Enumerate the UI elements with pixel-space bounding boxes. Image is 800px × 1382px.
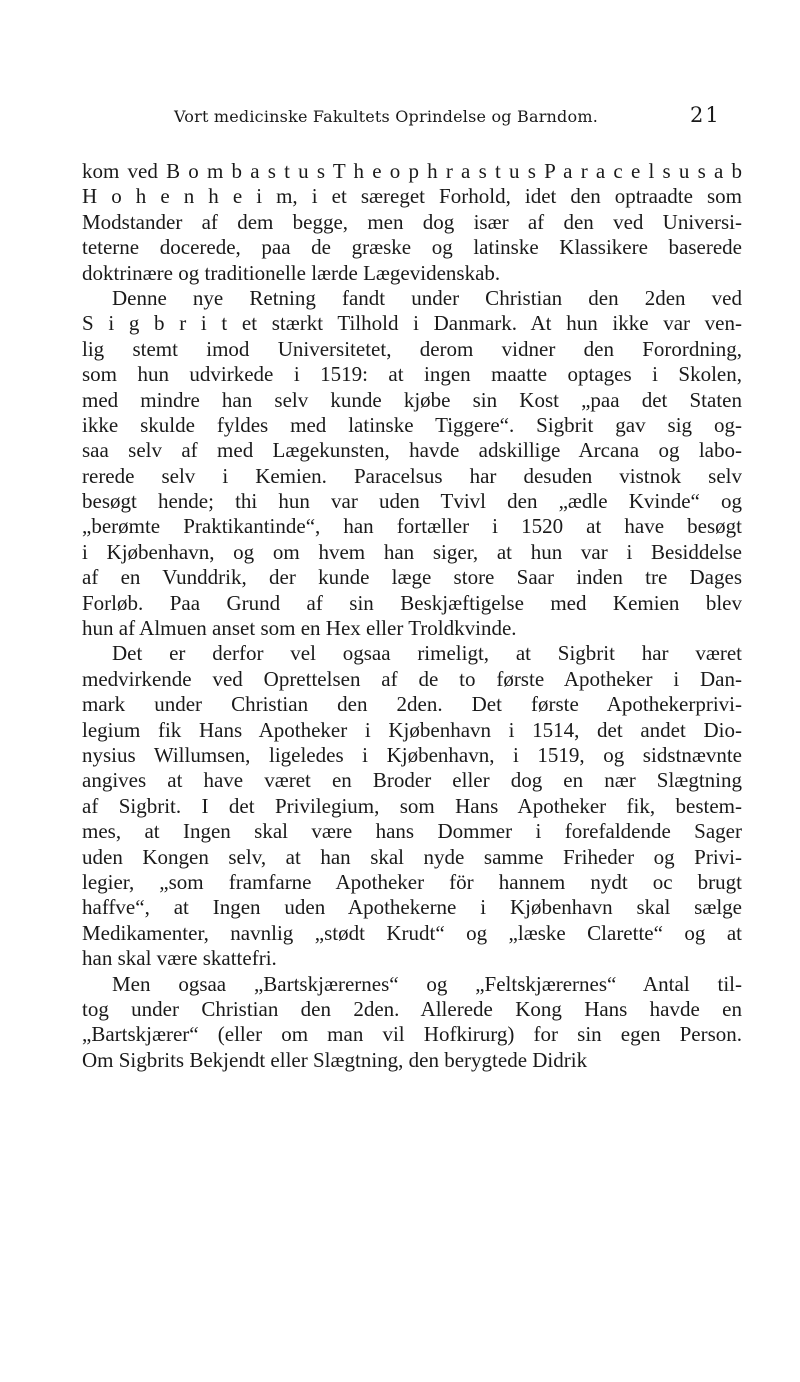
text-line: uden Kongen selv, at han skal nyde samme Friheder og Privi- xyxy=(82,844,742,869)
body-text xyxy=(82,159,742,1073)
text-line: doktrinære og traditionelle lærde Lægevidenskab. xyxy=(82,260,501,285)
text-line: „berømte Praktikantinde“, han fortæller i 1520 at have besøgt xyxy=(82,514,742,539)
text-line: haffve“, at Ingen uden Apothekerne i Kjøbenhavn skal sælge xyxy=(82,895,742,920)
text-line: med mindre han selv kunde kjøbe sin Kost „paa det Staten xyxy=(82,387,742,412)
text-line: mark under Christian den 2den. Det første Apothekerprivi- xyxy=(82,692,742,717)
text-line: rerede selv i Kemien. Paracelsus har desuden vistnok selv xyxy=(82,463,742,488)
text-line: mes, at Ingen skal være hans Dommer i forefaldende Sager xyxy=(82,819,742,844)
text-line: teterne docerede, paa de græske og latinske Klassikere baserede xyxy=(82,235,742,260)
text-line: Det er derfor vel ogsaa rimeligt, at Sigbrit har været xyxy=(112,641,742,666)
text-line: Men ogsaa „Bartskjærernes“ og „Feltskjærernes“ Antal til- xyxy=(112,971,742,996)
text-line: nysius Willumsen, ligeledes i Kjøbenhavn, i 1519, og sidstnævnte xyxy=(82,742,742,767)
text-line: besøgt hende; thi hun var uden Tvivl den „ædle Kvinde“ og xyxy=(82,489,742,514)
text-line: H o h e n h e i m, i et særeget Forhold, idet den optraadte som xyxy=(82,184,742,209)
text-line: Modstander af dem begge, men dog især af den ved Universi- xyxy=(82,209,742,234)
paragraph xyxy=(82,159,742,286)
paragraph xyxy=(82,286,742,641)
text-line: legier, „som framfarne Apotheker för hannem nydt oc brugt xyxy=(82,869,742,894)
paragraph xyxy=(82,972,742,1074)
text-line: hun af Almuen anset som en Hex eller Troldkvinde. xyxy=(82,616,517,641)
text-line: tog under Christian den 2den. Allerede Kong Hans havde en xyxy=(82,996,742,1021)
text-line: som hun udvirkede i 1519: at ingen maatte optages i Skolen, xyxy=(82,362,742,387)
text-line: Medikamenter, navnlig „stødt Krudt“ og „læske Clarette“ og at xyxy=(82,920,742,945)
text-line: af Sigbrit. I det Privilegium, som Hans Apotheker fik, bestem- xyxy=(82,793,742,818)
text-line: i Kjøbenhavn, og om hvem han siger, at hun var i Besiddelse xyxy=(82,539,742,564)
paragraph xyxy=(82,641,742,971)
text-line: ikke skulde fyldes med latinske Tiggere“. Sigbrit gav sig og- xyxy=(82,412,742,437)
text-line: „Bartskjærer“ (eller om man vil Hofkirurg) for sin egen Person. xyxy=(82,1022,742,1047)
running-head xyxy=(0,105,800,135)
running-title: Vort medicinske Fakultets Oprindelse og Barndom. xyxy=(174,107,598,126)
text-line: angives at have været en Broder eller dog en nær Slægtning xyxy=(82,768,742,793)
text-line: medvirkende ved Oprettelsen af de to første Apotheker i Dan- xyxy=(82,666,742,691)
text-line: Denne nye Retning fandt under Christian den 2den ved xyxy=(112,285,742,310)
text-line: af en Vunddrik, der kunde læge store Saar inden tre Dages xyxy=(82,565,742,590)
text-line: kom ved B o m b a s t u s T h e o p h r a s t u s P a r a c e l s u s a b xyxy=(82,159,742,183)
text-line: legium fik Hans Apotheker i Kjøbenhavn i 1514, det andet Dio- xyxy=(82,717,742,742)
text-line: Forløb. Paa Grund af sin Beskjæftigelse med Kemien blev xyxy=(82,590,742,615)
text-line: Om Sigbrits Bekjendt eller Slægtning, den berygtede Didrik xyxy=(82,1047,588,1072)
text-line: lig stemt imod Universitetet, derom vidner den Forordning, xyxy=(82,336,742,361)
text-line: han skal være skattefri. xyxy=(82,946,277,971)
text-line: saa selv af med Lægekunsten, havde adskillige Arcana og labo- xyxy=(82,438,742,463)
page-number: 21 xyxy=(690,103,721,127)
text-line: S i g b r i t et stærkt Tilhold i Danmark. At hun ikke var ven- xyxy=(82,311,742,336)
